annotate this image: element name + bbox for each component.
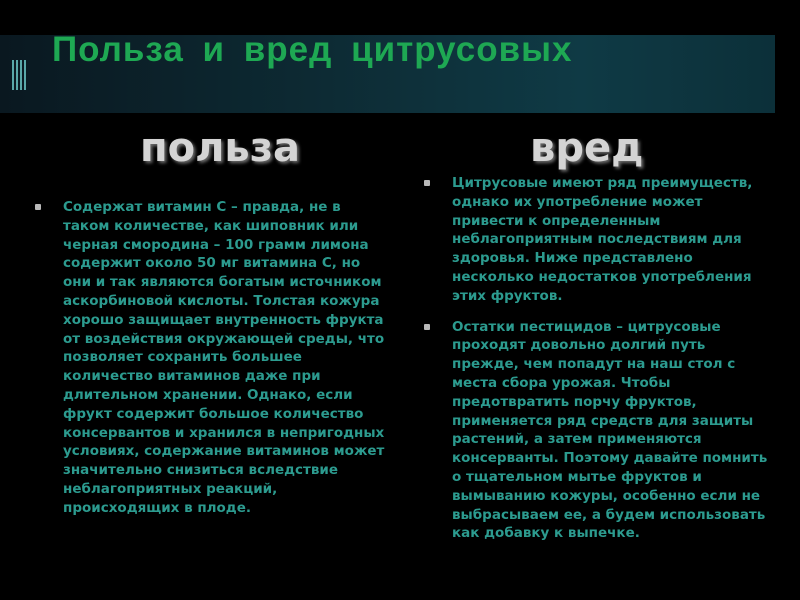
harm-column xyxy=(452,174,772,555)
list-item xyxy=(452,318,772,544)
harm-pesticides-text: Остатки пестицидов – цитрусовые проходят довольно долгий путь прежде, чем попадут на наш стол с места сбора урожая. Чтобы предотвратить порчу фруктов, применяется ряд средств для защиты растений, а затем применяются консерванты. Поэтому давайте помнить о тщательном мытье фруктов и вымыванию кожуры, особенно если не выбрасываем ее, а будем использовать как добавку к выпечке. xyxy=(452,318,768,542)
harm-intro-text: Цитрусовые имеют ряд преимуществ, однако их употребление может привести к определенным неблагоприятным последствиям для здоровья. Ниже представлено несколько недостатков употребления этих фруктов. xyxy=(452,175,753,304)
benefit-text: Содержат витамин С – правда, не в таком количестве, как шиповник или черная смородина – 100 грамм лимона содержит около 50 мг витамина С, но они и так являются богатым источником аскорбиновой кислоты. Толстая кожура хорошо защищает внутренность фрукта от воздействия окружающей среды, что позволяет сохранить большее количество витаминов даже при длительном хранении. Однако, если фрукт содержит большое количество консервантов и хранился в непригодных условиях, содержание витаминов может значительно снизиться вследствие неблагоприятных реакций, происходящих в плоде. xyxy=(63,199,385,516)
benefit-column xyxy=(63,198,385,530)
harm-heading: вред xyxy=(530,125,644,171)
list-item xyxy=(452,174,772,306)
bullet-icon xyxy=(35,204,41,210)
bullet-icon xyxy=(424,180,430,186)
slide-title: Польза и вред цитрусовых xyxy=(52,30,573,69)
benefit-heading: польза xyxy=(140,125,300,171)
decorative-stripes xyxy=(12,60,26,90)
bullet-icon xyxy=(424,324,430,330)
list-item xyxy=(63,198,385,518)
